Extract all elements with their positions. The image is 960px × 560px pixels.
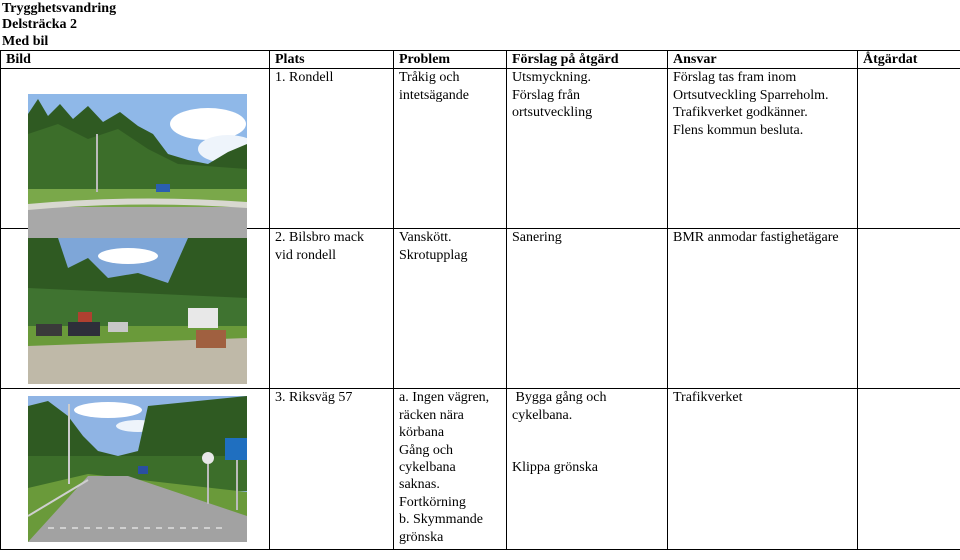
row1-problem: Tråkig och intetsägande [394,69,507,229]
header-bild: Bild [1,51,270,69]
row1-ansvar: Förslag tas fram inom Ortsutveckling Sparreholm. Trafikverket godkänner. Flens kommun besluta. [668,69,858,229]
table-row [1,69,960,229]
table-header-row [1,51,960,69]
row-image-cell [1,389,270,550]
table-row [1,389,960,550]
row3-ansvar: Trafikverket [668,389,858,550]
header-atgardat: Åtgärdat [858,51,960,69]
row1-atgardat [858,69,960,229]
row1-plats: 1. Rondell [270,69,394,229]
row-image-cell [1,69,270,229]
row2-problem: Vanskött. Skrotupplag [394,229,507,389]
header-forslag: Förslag på åtgärd [507,51,668,69]
row3-forslag: Bygga gång och cykelbana. Klippa grönska [507,389,668,550]
gas-station-scrap-photo [28,238,247,384]
row2-plats: 2. Bilsbro mack vid rondell [270,229,394,389]
inspection-table [0,50,960,550]
row1-forslag: Utsmyckning. Förslag från ortsutveckling [507,69,668,229]
highway-junction-photo [28,396,247,542]
row3-problem: a. Ingen vägren, räcken nära körbana Gång och cykelbana saknas. Fortkörning b. Skymmande grönska [394,389,507,550]
roundabout-photo [28,94,247,240]
row3-atgardat [858,389,960,550]
table-row [1,229,960,389]
document-title: Trygghetsvandring [2,1,117,16]
row2-atgardat [858,229,960,389]
row3-plats: 3. Riksväg 57 [270,389,394,550]
header-ansvar: Ansvar [668,51,858,69]
row-image-cell [1,229,270,389]
header-problem: Problem [394,51,507,69]
document-mode: Med bil [2,34,49,49]
row2-ansvar: BMR anmodar fastighetägare [668,229,858,389]
row2-forslag: Sanering [507,229,668,389]
document-subtitle: Delsträcka 2 [2,17,78,32]
header-plats: Plats [270,51,394,69]
